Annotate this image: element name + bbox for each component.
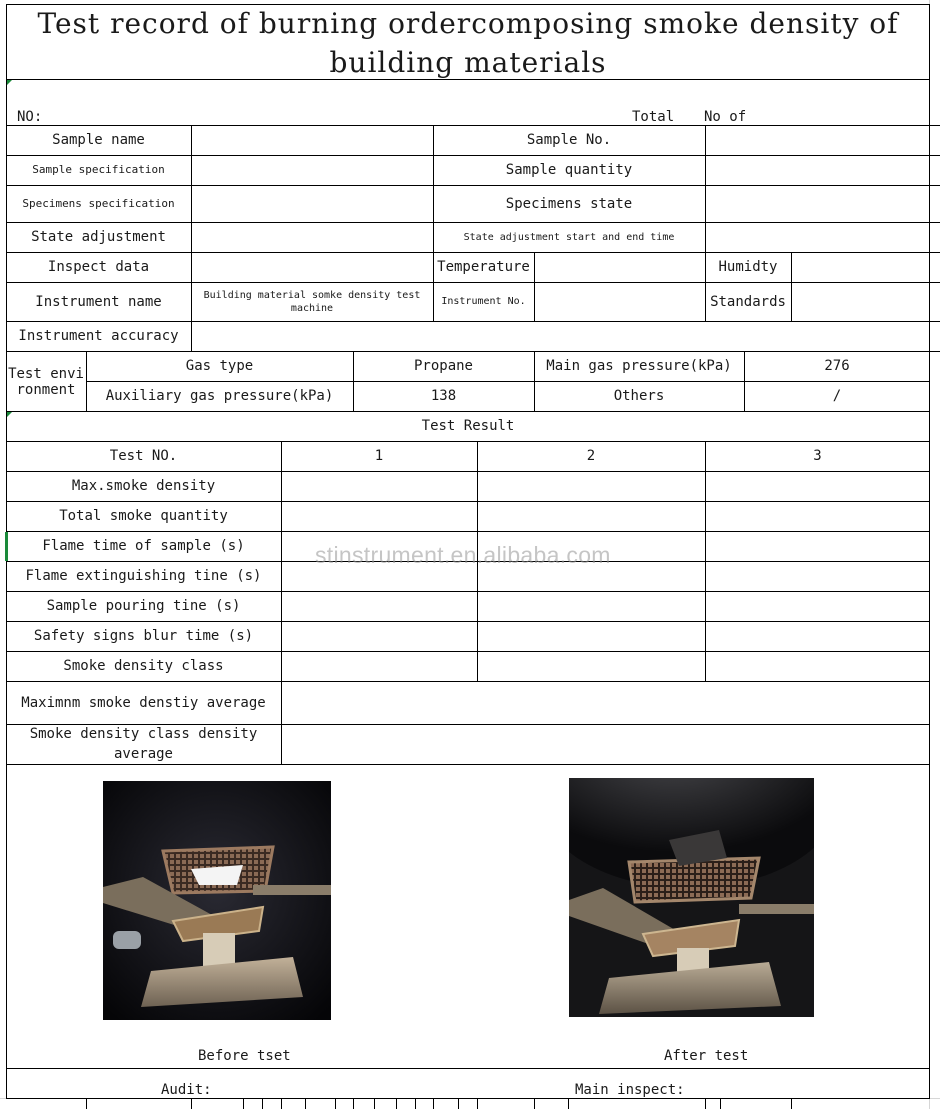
frame-right — [929, 4, 930, 1099]
col-line — [353, 1098, 354, 1109]
aux-gas-pressure-label: Auxiliary gas pressure(kPa) — [105, 388, 334, 404]
col-line — [415, 1098, 416, 1109]
col-line — [191, 125, 192, 351]
col-line — [534, 252, 535, 321]
sample-name-label: Sample name — [52, 132, 145, 148]
col-line — [433, 1098, 434, 1109]
specimens-specification-label: Specimens specification — [22, 196, 175, 210]
test-no-label: Test NO. — [109, 448, 178, 464]
result-row-label: Flame extinguishing tine (s) — [25, 568, 262, 584]
state-adjustment-time-label: State adjustment start and end time — [463, 231, 675, 243]
main-gas-pressure-value: 276 — [824, 358, 850, 374]
state-adjustment-label: State adjustment — [31, 229, 166, 245]
col-line — [568, 1098, 569, 1109]
test-environment-label: Test environment — [8, 365, 84, 398]
col-line — [281, 441, 282, 764]
smoke-density-class-average-label: Smoke density class density average — [29, 726, 258, 762]
col-line — [705, 441, 706, 681]
before-test-caption: Before tset — [198, 1048, 291, 1064]
instrument-name-value: Building material somke density test machine — [203, 289, 421, 314]
result-row-label: Sample pouring tine (s) — [46, 598, 241, 614]
frame-top — [6, 4, 930, 5]
title-divider — [6, 79, 930, 80]
col-line — [791, 252, 792, 321]
cell-corner-mark — [7, 80, 12, 85]
main-gas-pressure-label: Main gas pressure(kPa) — [546, 358, 732, 374]
result-row-label: Max.smoke density — [71, 478, 216, 494]
test-column-3: 3 — [813, 448, 822, 464]
result-row-label: Flame time of sample (s) — [42, 538, 245, 554]
col-line — [720, 1098, 721, 1109]
test-result-title: Test Result — [421, 418, 515, 434]
col-line — [281, 1098, 282, 1109]
col-line — [335, 1098, 336, 1109]
gas-type-label: Gas type — [185, 358, 254, 374]
sample-no-label: Sample No. — [526, 132, 612, 148]
before-test-photo — [103, 781, 331, 1020]
watermark: stinstrument.en.alibaba.com — [315, 542, 611, 568]
col-line — [305, 1098, 306, 1109]
no-label: NO: — [17, 109, 43, 125]
row-line — [6, 764, 930, 765]
total-label: Total — [632, 109, 675, 125]
gas-type-value: Propane — [413, 358, 473, 374]
row-line — [6, 1068, 930, 1069]
others-label: Others — [613, 388, 665, 404]
after-test-caption: After test — [664, 1048, 749, 1064]
result-row-label: Smoke density class — [63, 658, 224, 674]
col-line — [791, 1098, 792, 1109]
no-of-label: No of — [704, 109, 747, 125]
col-line — [458, 1098, 459, 1109]
max-smoke-density-average-label: Maximnm smoke denstiy average — [21, 694, 266, 711]
result-row-label: Safety signs blur time (s) — [33, 628, 254, 644]
after-test-photo — [569, 778, 814, 1017]
standards-label: Standards — [710, 293, 786, 310]
col-line — [262, 1098, 263, 1109]
specimens-state-label: Specimens state — [505, 195, 633, 212]
col-line — [477, 1098, 478, 1109]
humidity-label: Humidty — [718, 259, 778, 275]
others-value: / — [832, 388, 842, 404]
col-line — [243, 1098, 244, 1109]
temperature-label: Temperature — [437, 259, 530, 275]
col-line — [396, 1098, 397, 1109]
instrument-accuracy-label: Instrument accuracy — [18, 328, 179, 344]
col-line — [86, 1098, 87, 1109]
result-row-label: Total smoke quantity — [59, 508, 228, 524]
sample-quantity-label: Sample quantity — [505, 162, 633, 178]
col-line — [534, 1098, 535, 1109]
test-column-2: 2 — [586, 448, 596, 464]
col-line — [705, 1098, 706, 1109]
col-line — [374, 1098, 375, 1109]
instrument-name-label: Instrument name — [35, 293, 162, 310]
col-line — [191, 1098, 192, 1109]
main-inspect-label: Main inspect: — [575, 1082, 685, 1098]
instrument-no-label: Instrument No. — [441, 296, 526, 307]
inspect-data-label: Inspect data — [47, 259, 150, 275]
test-column-1: 1 — [374, 448, 384, 464]
audit-label: Audit: — [161, 1082, 212, 1098]
page-title: Test record of burning ordercomposing smoke density of building materials — [37, 7, 899, 79]
aux-gas-pressure-value: 138 — [430, 388, 457, 404]
sample-specification-label: Sample specification — [32, 163, 165, 176]
